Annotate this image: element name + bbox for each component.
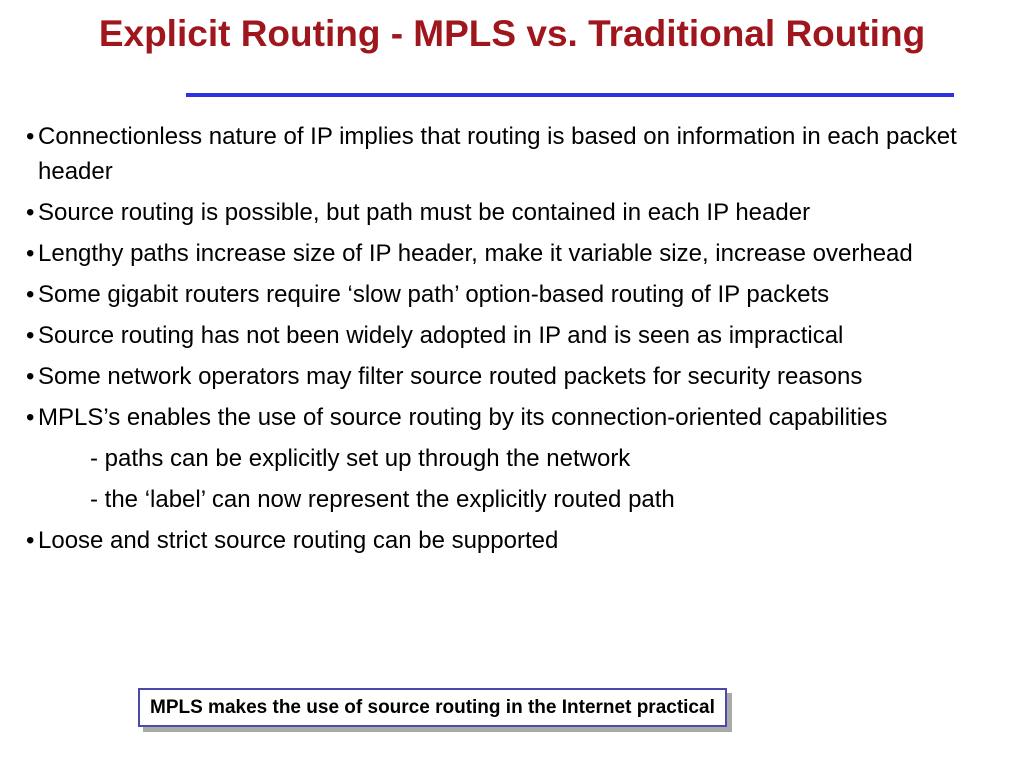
bullet-text: Loose and strict source routing can be supported — [38, 527, 559, 554]
bullet-text: Source routing has not been widely adopted in IP and is seen as impractical — [38, 322, 844, 349]
bullet-dot: • — [26, 199, 35, 226]
sub-bullet-text: - the ‘label’ can now represent the explicitly routed path — [90, 486, 675, 513]
bullet-item — [26, 318, 1016, 353]
sub-bullet-item — [26, 482, 1016, 517]
bullet-dot: • — [26, 123, 35, 150]
bullet-item — [26, 195, 1016, 230]
bullet-item — [26, 400, 1016, 435]
bullet-dot: • — [26, 240, 35, 267]
bullet-text: Some network operators may filter source routed packets for security reasons — [38, 363, 863, 390]
bullet-dot: • — [26, 363, 35, 390]
bullet-dot: • — [26, 322, 35, 349]
title-underline — [186, 93, 954, 97]
bullet-dot: • — [26, 404, 35, 431]
bullet-text: MPLS’s enables the use of source routing by its connection-oriented capabilities — [38, 404, 888, 431]
sub-bullet-text: - paths can be explicitly set up through the network — [90, 445, 631, 472]
bullet-item — [26, 359, 1016, 394]
bullet-text: Source routing is possible, but path must be contained in each IP header — [38, 199, 811, 226]
bullet-item — [26, 119, 1016, 189]
bullet-item — [26, 523, 1016, 558]
bullet-dot: • — [26, 281, 35, 308]
slide-title: Explicit Routing - MPLS vs. Traditional Routing — [98, 13, 926, 54]
bullet-text: Some gigabit routers require ‘slow path’ option-based routing of IP packets — [38, 281, 830, 308]
sub-bullet-item — [26, 441, 1016, 476]
bullet-item — [26, 277, 1016, 312]
bullet-text: Connectionless nature of IP implies that routing is based on information in each packet header — [38, 123, 957, 185]
bullet-list — [26, 119, 1016, 564]
callout-box: MPLS makes the use of source routing in the Internet practical — [138, 688, 727, 727]
bullet-text: Lengthy paths increase size of IP header, make it variable size, increase overhead — [38, 240, 913, 267]
bullet-dot: • — [26, 527, 35, 554]
bullet-item — [26, 236, 1016, 271]
